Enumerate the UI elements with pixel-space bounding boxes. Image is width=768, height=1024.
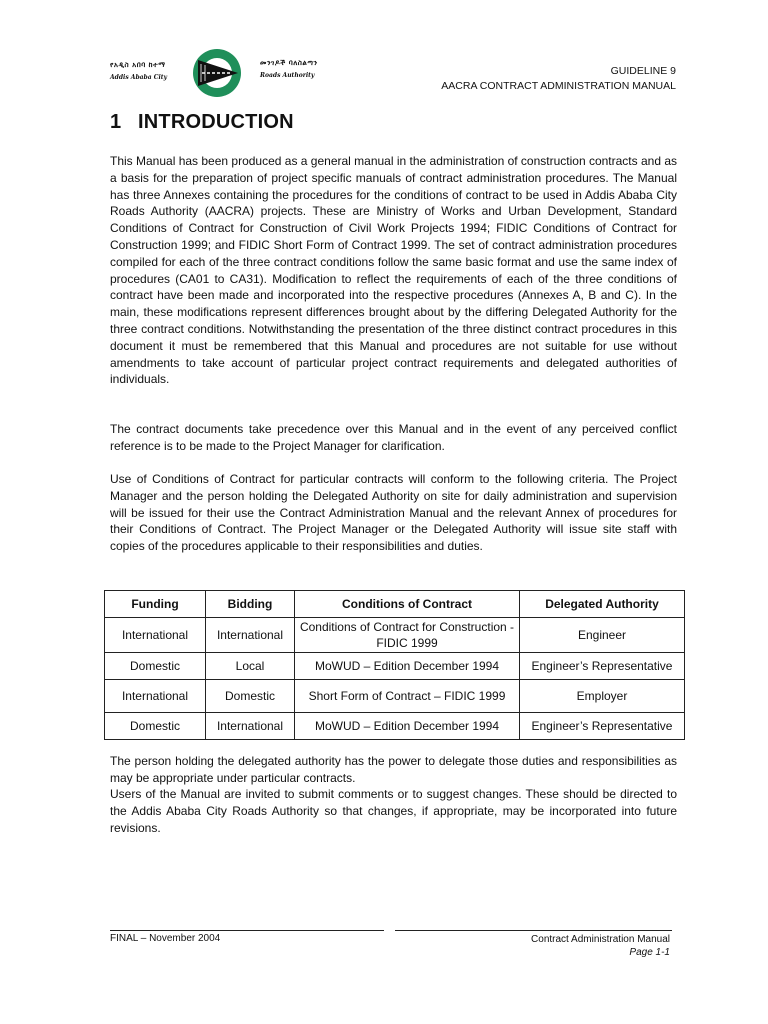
header-bidding: Bidding bbox=[206, 591, 295, 618]
guideline-number: GUIDELINE 9 bbox=[610, 65, 676, 77]
cell-funding: Domestic bbox=[105, 653, 206, 680]
cell-authority: Engineer’s Representative bbox=[520, 653, 685, 680]
cell-bidding: International bbox=[206, 713, 295, 740]
logo-english-left: Addis Ababa City bbox=[110, 74, 168, 81]
aacra-logo bbox=[110, 48, 340, 98]
table-row bbox=[105, 713, 685, 740]
cell-funding: International bbox=[105, 618, 206, 653]
precedence-paragraph: The contract documents take precedence over this Manual and in the event of any perceived conflict reference is to be made to the Project Manager for clarification. bbox=[110, 422, 677, 453]
logo-english-right: Roads Authority bbox=[260, 72, 315, 79]
cell-authority: Engineer bbox=[520, 618, 685, 653]
header-funding: Funding bbox=[105, 591, 206, 618]
cell-bidding: Domestic bbox=[206, 680, 295, 713]
manual-title: AACRA CONTRACT ADMINISTRATION MANUAL bbox=[441, 80, 676, 92]
intro-paragraph: This Manual has been produced as a general manual in the administration of construction contracts and as a basis for the preparation of project specific manuals of contract administration procedures. The Manual has three Annexes containing the procedures for the conditions of contract to be used in Addis Ababa City Roads Authority (AACRA) projects. These are Ministry of Works and Urban Development, Standard Conditions of Contract for Construction of Civil Work Projects 1994; FIDIC Conditions of Contract for Construction 1999; and FIDIC Short Form of Contract 1999. The set of contract administration procedures compiled for each of the three contract conditions follow the same basic format and use the same index of procedures (CA01 to CA31). Modification to reflect the requirements of each of the three conditions of contract have been made and incorporated into the respective procedures (Annexes A, B and C). In the main, these modifications represent differences brought about by the differing Delegated Authority for the three contract conditions. Notwithstanding the presentation of the three distinct contract procedures in this document it must be remembered that this Manual and procedures are not suitable for use without amendments to take account of particular project contract requirements and delegated authorities of individuals. bbox=[110, 154, 677, 387]
footer-rule-right bbox=[395, 930, 672, 931]
footer-rule-left bbox=[110, 930, 384, 931]
document-header bbox=[441, 64, 676, 94]
footer-right bbox=[531, 933, 670, 959]
criteria-paragraph: Use of Conditions of Contract for particular contracts will conform to the following criteria. The Project Manager and the person holding the Delegated Authority on site for daily administration and supervision will be issued for their use the Contract Administration Manual and the relevant Annex of procedures for their Conditions of Contract. The Project Manager or the Delegated Authority will issue site staff with copies of the procedures applicable to their responsibilities and duties. bbox=[110, 472, 677, 554]
section-number: 1 bbox=[110, 111, 122, 133]
footer-manual-name: Contract Administration Manual bbox=[531, 934, 670, 945]
logo-amharic-left: የአዲስ አበባ ከተማ bbox=[110, 60, 166, 69]
delegation-paragraph: The person holding the delegated authority has the power to delegate those duties and responsibilities as may be appropriate under particular contracts. bbox=[110, 754, 677, 785]
logo-right-text bbox=[260, 58, 340, 79]
aacra-emblem-icon bbox=[192, 48, 242, 98]
cell-funding: International bbox=[105, 680, 206, 713]
feedback-paragraph: Users of the Manual are invited to submit comments or to suggest changes. These should be directed to the Addis Ababa City Roads Authority so that changes, if appropriate, may be incorporated into future revisions. bbox=[110, 787, 677, 835]
cell-funding: Domestic bbox=[105, 713, 206, 740]
table-row bbox=[105, 618, 685, 653]
cell-authority: Employer bbox=[520, 680, 685, 713]
page-number: Page 1-1 bbox=[629, 947, 670, 958]
header-delegated-authority: Delegated Authority bbox=[520, 591, 685, 618]
cell-bidding: Local bbox=[206, 653, 295, 680]
cell-conditions: Conditions of Contract for Construction - FIDIC 1999 bbox=[295, 618, 520, 653]
footer-revision: FINAL – November 2004 bbox=[110, 933, 221, 944]
conditions-table bbox=[104, 590, 685, 740]
cell-bidding: International bbox=[206, 618, 295, 653]
table-row bbox=[105, 653, 685, 680]
cell-conditions: Short Form of Contract – FIDIC 1999 bbox=[295, 680, 520, 713]
logo-left-text bbox=[110, 60, 190, 81]
cell-authority: Engineer’s Representative bbox=[520, 713, 685, 740]
section-heading: INTRODUCTION bbox=[138, 111, 294, 133]
table-header-row bbox=[105, 591, 685, 618]
section-title bbox=[110, 111, 294, 134]
header-conditions: Conditions of Contract bbox=[295, 591, 520, 618]
cell-conditions: MoWUD – Edition December 1994 bbox=[295, 653, 520, 680]
cell-conditions: MoWUD – Edition December 1994 bbox=[295, 713, 520, 740]
logo-amharic-right: መንገዶች ባለስልጣን bbox=[260, 58, 318, 67]
table-row bbox=[105, 680, 685, 713]
